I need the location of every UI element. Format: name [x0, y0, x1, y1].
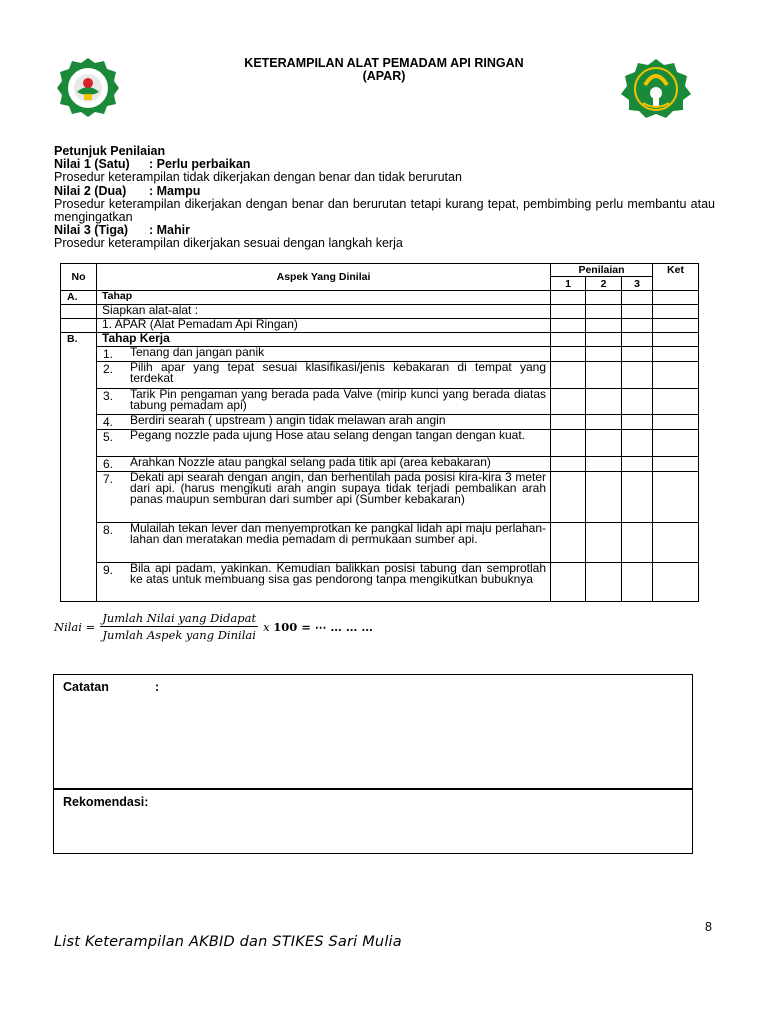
step-text: Berdiri searah ( upstream ) angin tidak melawan arah angin [130, 413, 446, 427]
section-b-no: B. [61, 333, 97, 347]
score-cell[interactable] [551, 472, 586, 523]
score-cell[interactable] [551, 415, 586, 430]
catatan-box[interactable] [53, 674, 693, 789]
score-cell[interactable] [586, 523, 622, 563]
level-1-meaning: : Perlu perbaikan [149, 157, 251, 172]
score-cell[interactable] [586, 347, 622, 362]
ket-cell[interactable] [653, 523, 699, 563]
score-cell[interactable] [551, 291, 586, 305]
ket-cell[interactable] [653, 291, 699, 305]
level-3-desc: Prosedur keterampilan dikerjakan sesuai dengan langkah kerja [54, 236, 403, 251]
formula-times: x [263, 619, 270, 634]
score-cell[interactable] [586, 415, 622, 430]
step-number: 2. [103, 362, 114, 376]
score-cell[interactable] [622, 430, 653, 457]
ket-cell[interactable] [653, 319, 699, 333]
score-cell[interactable] [586, 472, 622, 523]
ket-cell[interactable] [653, 362, 699, 389]
score-cell[interactable] [551, 333, 586, 347]
score-cell[interactable] [622, 472, 653, 523]
catatan-colon: : [155, 680, 160, 694]
score-cell[interactable] [586, 305, 622, 319]
page-footer: List Keterampilan AKBID dan STIKES Sari Mulia [54, 934, 402, 950]
table-row [61, 389, 699, 415]
step-number: 3. [103, 389, 114, 403]
step-text: Mulailah tekan lever dan menyemprotkan ke pangkal lidah api maju perlahan-lahan dan meratakan media pemadam di permukaan sumber api. [130, 521, 546, 547]
score-cell[interactable] [586, 333, 622, 347]
step-number: 7. [103, 472, 114, 486]
score-cell[interactable] [586, 291, 622, 305]
score-cell[interactable] [586, 389, 622, 415]
table-row [61, 563, 699, 602]
score-cell[interactable] [551, 347, 586, 362]
table-row [61, 430, 699, 457]
ket-cell[interactable] [653, 430, 699, 457]
header-score-3: 3 [622, 277, 653, 291]
header-score-2: 2 [586, 277, 622, 291]
formula-fraction [100, 611, 258, 642]
instructions-heading: Petunjuk Penilaian [54, 144, 166, 158]
score-cell[interactable] [622, 362, 653, 389]
score-cell[interactable] [551, 362, 586, 389]
ket-cell[interactable] [653, 389, 699, 415]
level-3-meaning: : Mahir [149, 223, 190, 238]
ket-cell[interactable] [653, 333, 699, 347]
header-no: No [61, 264, 97, 291]
score-cell[interactable] [586, 457, 622, 472]
score-cell[interactable] [586, 430, 622, 457]
ket-cell[interactable] [653, 305, 699, 319]
score-cell[interactable] [622, 563, 653, 602]
header-ket: Ket [653, 264, 699, 277]
score-formula [54, 611, 373, 642]
step-number: 5. [103, 430, 114, 444]
step-text: Tenang dan jangan panik [130, 345, 265, 359]
step-text: Pilih apar yang tepat sesuai klasifikasi/jenis kebakaran di tempat yang terdekat [130, 360, 546, 386]
score-cell[interactable] [622, 305, 653, 319]
section-a-title: Tahap [97, 291, 551, 305]
level-3-label: Nilai 3 (Tiga) [54, 223, 129, 238]
score-cell[interactable] [622, 319, 653, 333]
ket-cell[interactable] [653, 457, 699, 472]
score-cell[interactable] [551, 389, 586, 415]
ket-cell[interactable] [653, 347, 699, 362]
level-2-label: Nilai 2 (Dua) [54, 183, 127, 198]
step-text: Arahkan Nozzle atau pangkal selang pada titik api (area kebakaran) [130, 455, 491, 469]
score-cell[interactable] [586, 362, 622, 389]
table-row [61, 472, 699, 523]
score-cell[interactable] [551, 457, 586, 472]
step-number: 8. [103, 523, 114, 537]
score-cell[interactable] [586, 563, 622, 602]
score-cell[interactable] [551, 563, 586, 602]
rekomendasi-box[interactable] [53, 789, 693, 854]
step-number: 1. [103, 347, 114, 361]
score-cell[interactable] [622, 333, 653, 347]
score-cell[interactable] [551, 430, 586, 457]
catatan-label: Catatan [63, 680, 109, 694]
step-number: 4. [103, 415, 114, 429]
score-cell[interactable] [586, 319, 622, 333]
section-a-no: A. [61, 291, 97, 305]
document-title: KETERAMPILAN ALAT PEMADAM API RINGAN [244, 56, 524, 70]
instructions [54, 145, 715, 251]
yayasan-logo [55, 56, 121, 118]
table-row [61, 523, 699, 563]
table-row [61, 362, 699, 389]
score-cell[interactable] [551, 305, 586, 319]
formula-result: 100 = ⋯ … … … [273, 619, 373, 634]
step-number: 6. [103, 457, 114, 471]
score-cell[interactable] [622, 389, 653, 415]
header-aspek: Aspek Yang Dinilai [97, 264, 551, 291]
score-cell[interactable] [622, 457, 653, 472]
score-cell[interactable] [622, 347, 653, 362]
document-subtitle: (APAR) [362, 69, 406, 83]
section-a-item: 1. APAR (Alat Pemadam Api Ringan) [97, 319, 551, 333]
step-text: Tarik Pin pengaman yang berada pada Valve (mirip kunci yang berada diatas tabung pemadam api) [130, 387, 546, 413]
assessment-table [60, 263, 699, 602]
level-1-label: Nilai 1 (Satu) [54, 157, 130, 172]
ket-cell[interactable] [653, 415, 699, 430]
step-text: Bila api padam, yakinkan. Kemudian balikkan posisi tabung dan semprotlah ke atas untuk membuang sisa gas pendorong tanpa mengikutkan bubuknya [130, 561, 546, 587]
score-cell[interactable] [622, 415, 653, 430]
formula-denominator: Jumlah Aspek yang Dinilai [102, 628, 256, 642]
formula-numerator: Jumlah Nilai yang Didapat [102, 611, 257, 625]
score-cell[interactable] [622, 523, 653, 563]
level-2-meaning: : Mampu [149, 183, 201, 198]
step-number: 9. [103, 563, 114, 577]
level-2-desc: Prosedur keterampilan dikerjakan dengan benar dan berurutan tetapi kurang tepat, pembimbing perlu membantu atau mengingatkan [54, 196, 715, 225]
score-cell[interactable] [551, 523, 586, 563]
section-b-title: Tahap Kerja [97, 333, 551, 347]
header-penilaian: Penilaian [551, 264, 653, 277]
level-1-desc: Prosedur keterampilan tidak dikerjakan dengan benar dan tidak berurutan [54, 170, 462, 185]
step-text: Dekati api searah dengan angin, dan berhentilah pada posisi kira-kira 3 meter dari api. (harus mengikuti arah angin supaya tidak terjadi pembalikan arah panas maupun semburan dari sumber api (Sumber kebakaran) [130, 470, 546, 507]
rekomendasi-label: Rekomendasi: [63, 795, 149, 809]
ket-cell[interactable] [653, 563, 699, 602]
section-a-intro: Siapkan alat-alat : [97, 305, 551, 319]
ket-cell[interactable] [653, 472, 699, 523]
score-cell[interactable] [551, 319, 586, 333]
step-text: Pegang nozzle pada ujung Hose atau selang dengan tangan dengan kuat. [130, 428, 525, 442]
page-number: 8 [705, 920, 712, 934]
formula-lhs: Nilai = [54, 619, 96, 634]
header-score-1: 1 [551, 277, 586, 291]
score-cell[interactable] [622, 291, 653, 305]
